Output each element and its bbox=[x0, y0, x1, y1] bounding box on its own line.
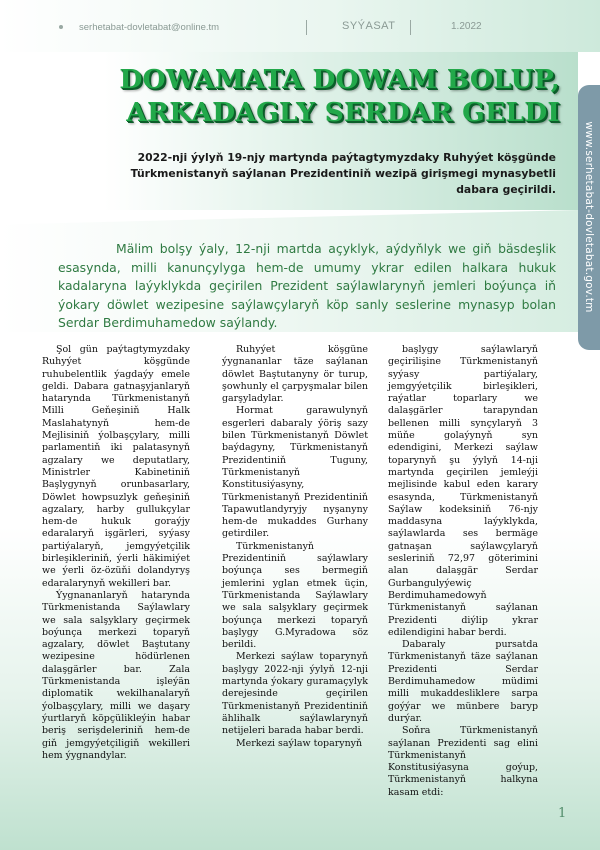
paragraph: Şol gün paýtagtymyzdaky Ruhyýet köşgünde ruhubelentlik ýagdaýy emele geldi. Dabara gatnaşyjanlaryň hatarynda Türkmenistanyň Milli Geňeşiniň Halk Maslahatynyň hem-de Mejlisiniň ýolbaşçylary, milli parlamentiň iki palatasynyň agzalary we deputatlary, Ministrler Kabinetiniň Başlygynyň orunbasarlary, Döwlet howpsuzlyk geňeşiniň agzalary, harby gullukçylar hem-de hukuk goraýjy edaralaryň işgärleri, syýasy partiýalaryň, jemgyýetçilik birleşikleriniň, ýerli häkimiýet we ýerli öz-özüňi dolandyryş edaralarynyň wekilleri bar. bbox=[42, 344, 190, 589]
body-column-1 bbox=[42, 344, 190, 762]
paragraph: Ruhyýet köşgüne ýygnananlar täze saýlanan döwlet Baştutanyny ör turup, şowhunly el çarpyşmalar bilen garşyladylar. bbox=[222, 344, 368, 405]
body-column-3 bbox=[388, 344, 538, 799]
article-title bbox=[20, 63, 560, 129]
lead-paragraph bbox=[58, 240, 556, 333]
header-divider bbox=[306, 20, 307, 35]
title-line-2: ARKADAGLY SERDAR GELDI bbox=[126, 97, 560, 128]
paragraph: Dabaraly pursatda Türkmenistanyň täze saýlanan Prezidenti Serdar Berdimuhamedow müdimi milli mukaddesliklere sarpa goýýar we münbere baryp durýar. bbox=[388, 639, 538, 724]
paragraph: Soňra Türkmenistanyň saýlanan Prezidenti sag elini Türkmenistanyň Konstitusiýasyna goýup, Türkmenistanyň halkyna kasam etdi: bbox=[388, 725, 538, 798]
header-line bbox=[55, 20, 495, 40]
side-website-link[interactable]: www.serhetabat-dovletabat.gov.tm bbox=[583, 121, 595, 313]
article-subtitle: 2022-nji ýylyň 19-njy martynda paýtagtymyzdaky Ruhyýet köşgünde Türkmenistanyň saýlanan Prezidentiniň wezipä girişmegi mynasybetli dabara geçirildi. bbox=[130, 151, 556, 196]
header-divider bbox=[410, 20, 411, 35]
lead-text: Mälim bolşy ýaly, 12-nji martda açyklyk, aýdyňlyk we giň bäsdeşlik esasynda, milli kanunçylyga hem-de umumy ykrar edilen halkara hukuk kadalaryna laýyklykda geçirilen Prezident saýlawlarynyň jemleri boýunça iň ýokary döwlet wezipesine saýlawçylaryň köp sanly seslerine mynasyp bolan Serdar Berdimuhamedow saýlandy. bbox=[58, 241, 556, 330]
paragraph: başlygy saýlawlaryň geçirilişine Türkmenistanyň syýasy partiýalary, jemgyýetçilik birleşikleri, raýatlar toparlary we dalaşgärler tarapyndan bellenen milli synçylaryň 3 müňe golaýynyň syn edendigini, Merkezi saýlaw toparynyň şu ýylyň 14-nji martynda geçirilen jemleýji mejlisinde kabul eden karary esasynda, Türkmenistanyň Saýlaw kodeksiniň 76-njy maddasyna laýyklykda, saýlawlarda ses bermäge gatnaşan saýlawçylaryň sesleriniň 72,97 göterimini alan dalaşgär Serdar Gurbangulyýewiç Berdimuhamedowyň Türkmenistanyň saýlanan Prezidenti diýlip ykrar edilendigini habar berdi. bbox=[388, 344, 538, 638]
header-section: SYÝASAT bbox=[342, 20, 396, 32]
page-number: 1 bbox=[558, 806, 567, 821]
paragraph: Ýygnananlaryň hatarynda Türkmenistanda Saýlawlary we sala salşyklary geçirmek boýunça merkezi toparyň agzalary, döwlet Baştutany wezipesine hödürlenen dalaşgärler bar. Zala Türkmenistanda işleýän diplomatik wekilhanalaryň ýolbaşçylary, milli we daşary ýurtlaryň köpçülikleýin habar beriş serişdeleriniň hem-de giň jemgyýetçiligiň wekilleri hem ýygnandylar. bbox=[42, 589, 190, 761]
paragraph: Türkmenistanyň Prezidentiniň saýlawlary boýunça ses bermegiň jemlerini yglan etmek üçin, Türkmenistanda Saýlawlary we sala salşyklary geçirmek boýunça merkezi toparyň başlygy G.Myradowa söz berildi. bbox=[222, 540, 368, 651]
header-issue: 1.2022 bbox=[451, 21, 482, 32]
paragraph: Merkezi saýlaw toparynyň başlygy 2022-nji ýylyň 12-nji martynda ýokary guramaçylyk derejesinde geçirilen Türkmenistanyň Prezidentiniň ählihalk saýlawlarynyň netijeleri barada habar berdi. bbox=[222, 651, 368, 737]
paragraph: Hormat garawulynyň esgerleri dabaraly ýöriş sazy bilen Türkmenistanyň Döwlet baýdagyny, Türkmenistanyň Prezidentiniň Tuguny, Türkmenistanyň Konstitusiýasyny, Türkmenistanyň Prezidentiniň Tapawutlandyryjy nyşanyny hem-de mukaddes Gurhany getirdiler. bbox=[222, 405, 368, 540]
paragraph: Merkezi saýlaw toparynyň bbox=[236, 737, 363, 749]
header-email[interactable]: serhetabat-dovletabat@online.tm bbox=[79, 22, 220, 33]
bullet-icon bbox=[59, 25, 63, 29]
body-column-2 bbox=[222, 344, 368, 750]
title-line-1: DOWAMATA DOWAM BOLUP, bbox=[119, 64, 560, 95]
